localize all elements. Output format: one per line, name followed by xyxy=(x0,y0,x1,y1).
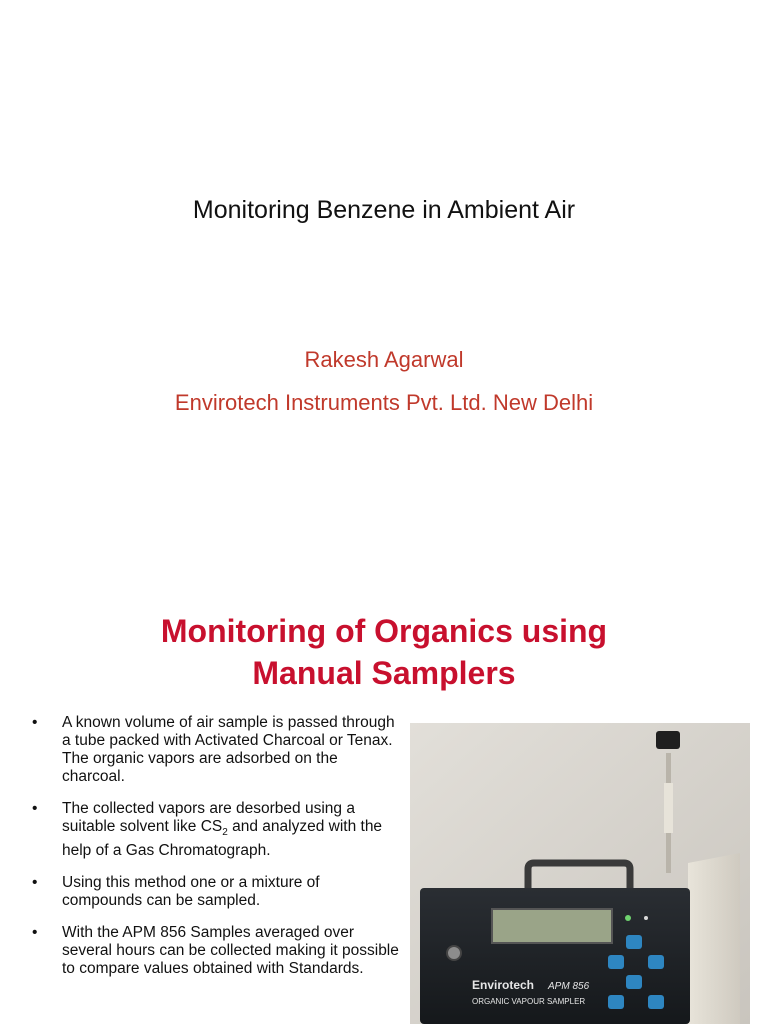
bullet-icon: • xyxy=(32,874,38,892)
keypad-button xyxy=(648,955,664,969)
bullet-text: With the APM 856 Samples averaged over several hours can be collected making it possible to compare values obtained with Standards. xyxy=(62,924,399,978)
bullet-list xyxy=(30,714,400,992)
case-side xyxy=(688,853,740,1024)
device-model: APM 856 xyxy=(548,981,590,992)
inlet-tube xyxy=(664,783,673,833)
keypad-button xyxy=(608,995,624,1009)
author-organization: Envirotech Instruments Pvt. Ltd. New Delhi xyxy=(174,390,594,415)
bullet-item xyxy=(30,874,400,910)
bullet-icon: • xyxy=(32,924,38,942)
bullet-text: A known volume of air sample is passed through a tube packed with Activated Charcoal or Tenax. The organic vapors are adsorbed on the charcoal. xyxy=(62,714,395,785)
slide-heading-line2: Manual Samplers xyxy=(252,655,516,691)
device-product-name: ORGANIC VAPOUR SAMPLER xyxy=(472,997,586,1006)
bullet-item xyxy=(30,714,400,786)
bullet-icon: • xyxy=(32,800,38,817)
flow-control-knob xyxy=(447,946,461,960)
slide-heading xyxy=(0,610,768,694)
bullet-text xyxy=(62,800,382,859)
sampler-photo xyxy=(410,723,750,1024)
keypad-button xyxy=(648,995,664,1009)
keypad-button xyxy=(626,935,642,949)
bullet-text: Using this method one or a mixture of compounds can be sampled. xyxy=(62,874,320,910)
lcd-display xyxy=(492,909,612,943)
author-name: Rakesh Agarwal xyxy=(304,347,464,372)
slide-organics xyxy=(0,576,768,1024)
keypad-button xyxy=(608,955,624,969)
subscript-2: 2 xyxy=(222,827,228,839)
bullet-text-part: The collected vapors are desorbed using a suitable solvent like CS xyxy=(62,800,355,835)
device-brand: Envirotech xyxy=(472,978,535,992)
keypad-button xyxy=(626,975,642,989)
bullet-icon: • xyxy=(32,714,38,731)
status-led-2 xyxy=(644,916,648,920)
inlet-cap xyxy=(656,731,680,749)
sampler-device-illustration xyxy=(410,723,750,1024)
bullet-item xyxy=(30,800,400,860)
bullet-item xyxy=(30,924,400,978)
presentation-title: Monitoring Benzene in Ambient Air xyxy=(192,196,576,224)
bullet-text-tail: and analyzed with the help of a Gas Chromatograph. xyxy=(62,818,383,860)
status-led xyxy=(625,915,631,921)
slide-heading-line1: Monitoring of Organics using xyxy=(160,613,608,649)
